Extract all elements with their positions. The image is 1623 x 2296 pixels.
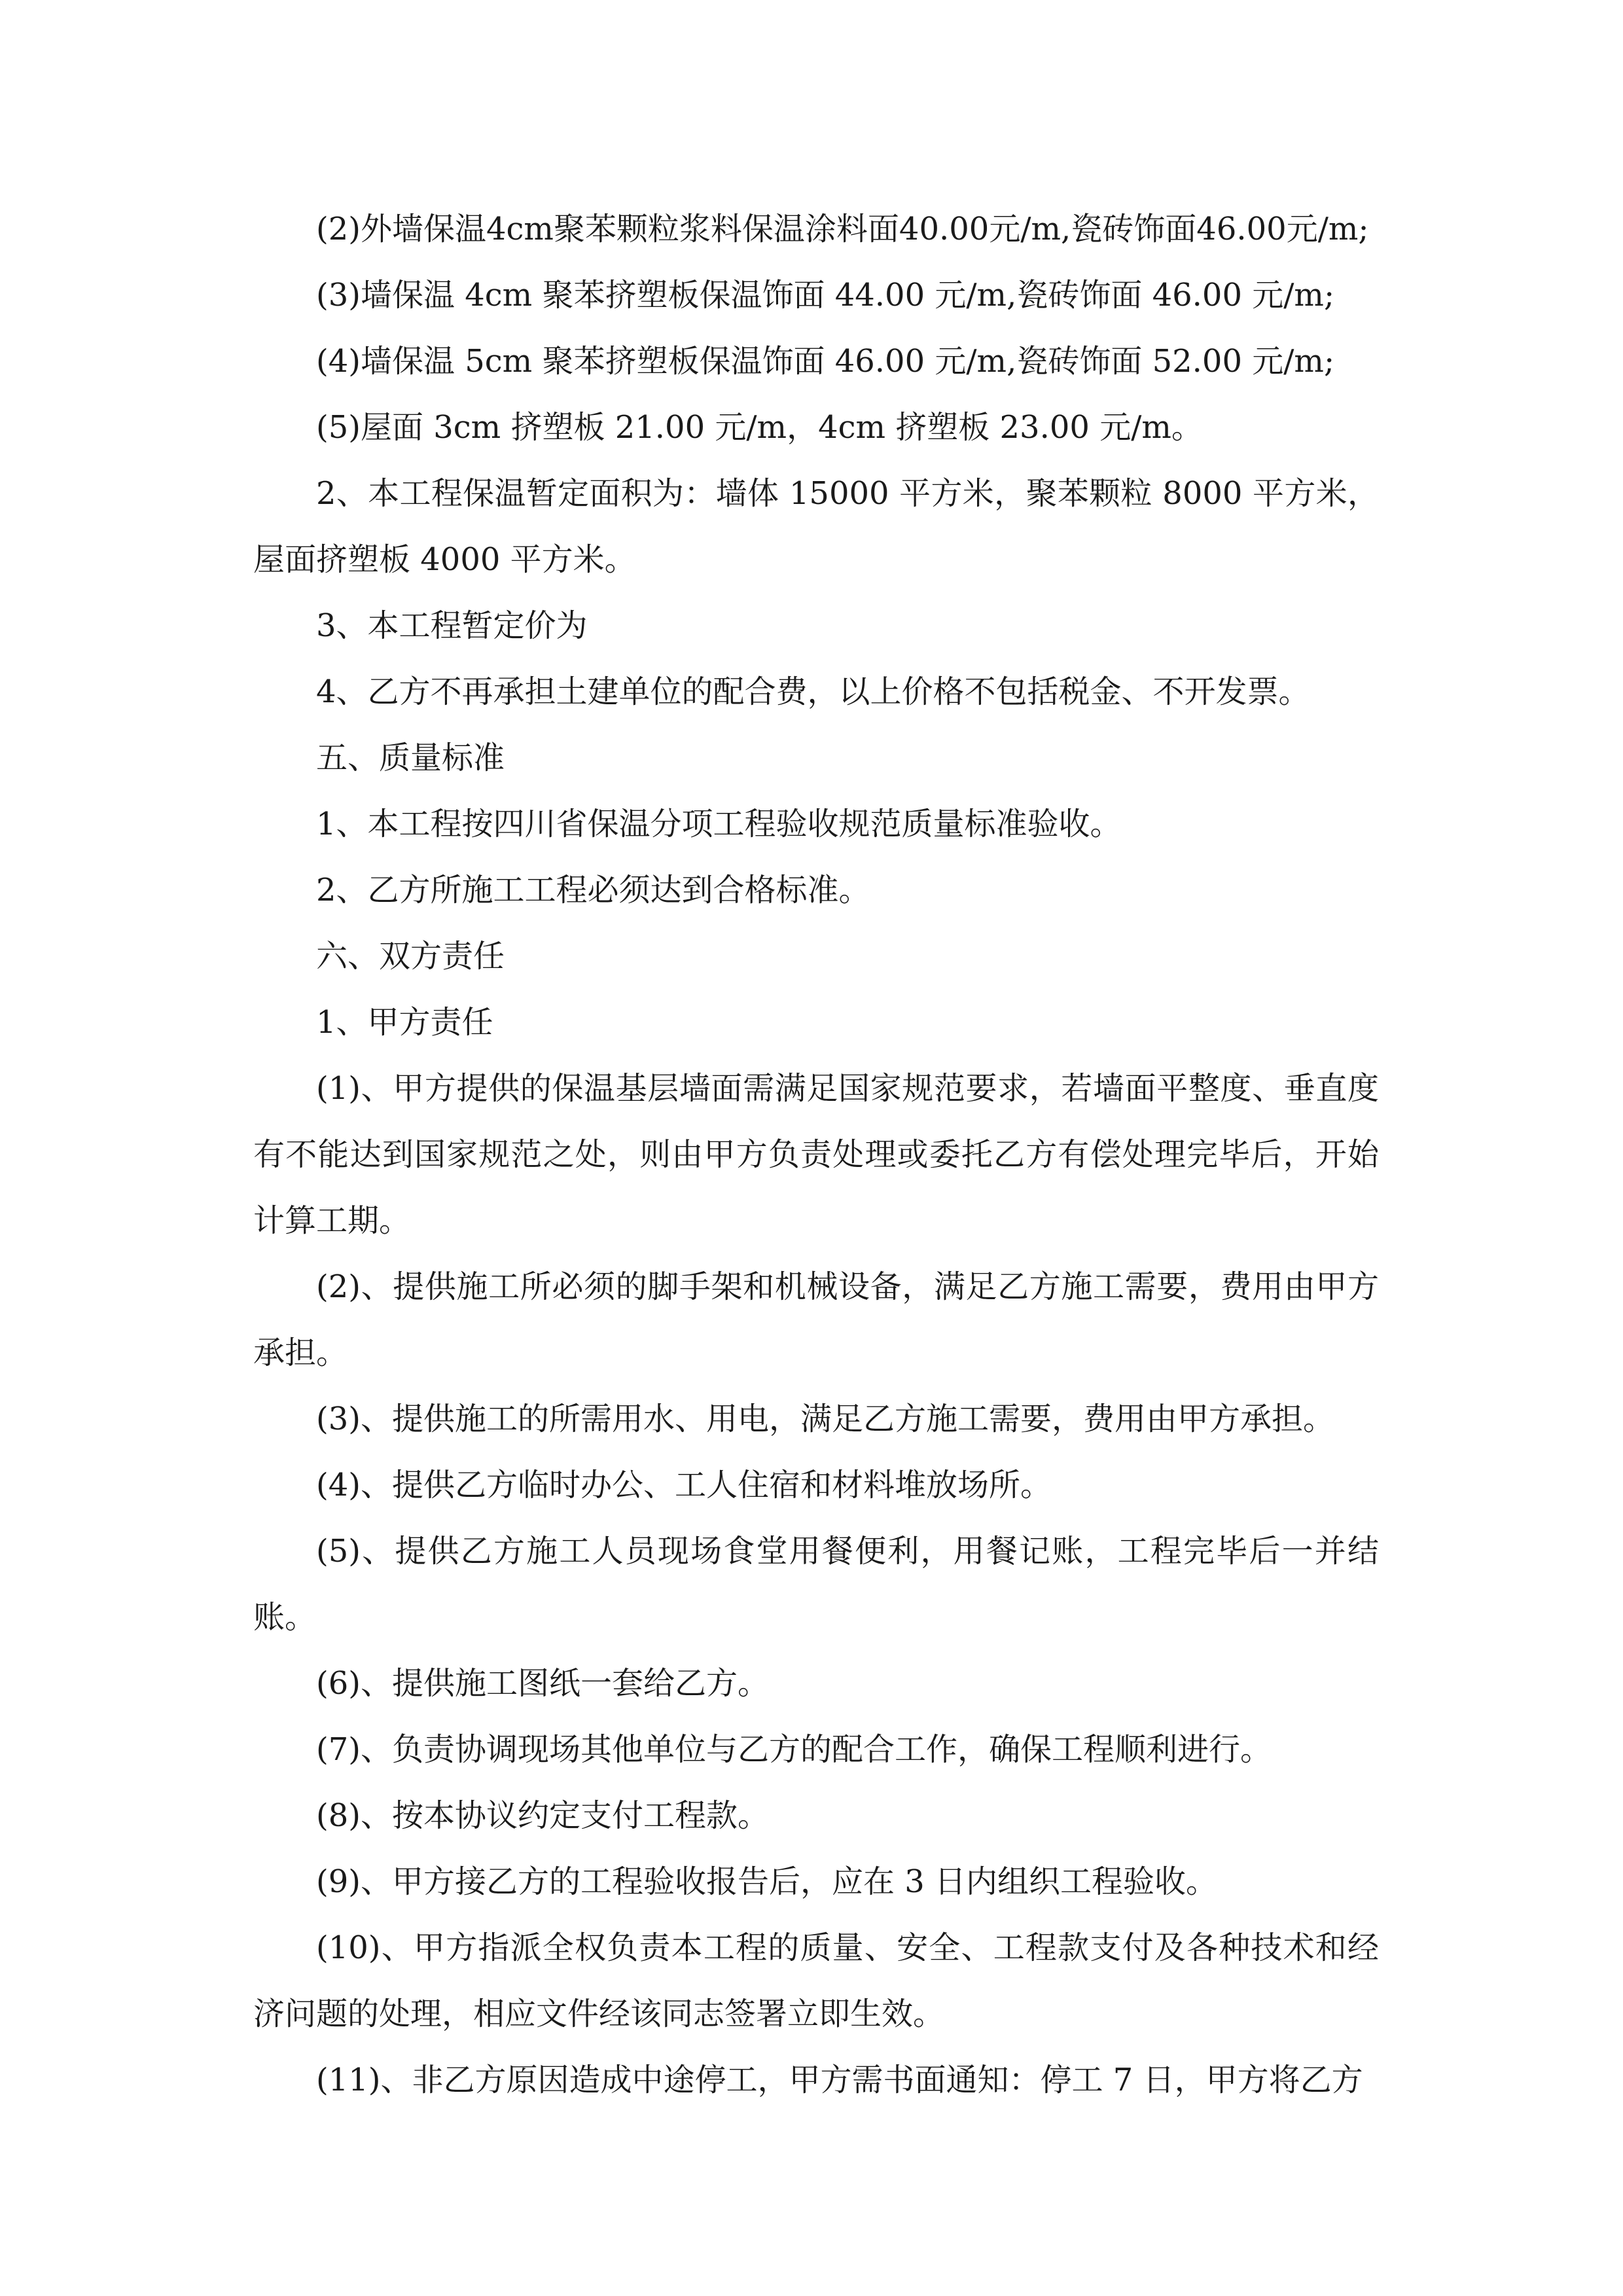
party-a-item-5: (5)、提供乙方施工人员现场食堂用餐便利，用餐记账，工程完毕后一并结账。 <box>253 1533 1379 1636</box>
price-item-2: (2)外墙保温4cm聚苯颗粒浆料保温涂料面40.00元/m,瓷砖饰面46.00元/m; <box>316 211 1369 247</box>
party-a-item-9: (9)、甲方接乙方的工程验收报告后，应在 3 日内组织工程验收。 <box>316 1863 1218 1900</box>
section-heading-responsibilities: 六、双方责任 <box>316 938 505 975</box>
price-item-5: (5)屋面 3cm 挤塑板 21.00 元/m，4cm 挤塑板 23.00 元/m。 <box>316 409 1203 446</box>
party-a-item-2: (2)、提供施工所必须的脚手架和机械设备，满足乙方施工需要，费用由甲方承担。 <box>253 1268 1379 1371</box>
party-a-item-10: (10)、甲方指派全权负责本工程的质量、安全、工程款支付及各种技术和经济问题的处理，相应文件经该同志签署立即生效。 <box>253 1929 1379 2032</box>
fee-clause: 4、乙方不再承担土建单位的配合费，以上价格不包括税金、不开发票。 <box>316 673 1310 710</box>
section-heading-quality: 五、质量标准 <box>316 740 505 776</box>
price-item-4: (4)墙保温 5cm 聚苯挤塑板保温饰面 46.00 元/m,瓷砖饰面 52.00 元/m; <box>316 343 1335 380</box>
party-a-item-6: (6)、提供施工图纸一套给乙方。 <box>316 1665 769 1702</box>
party-a-item-11: (11)、非乙方原因造成中途停工，甲方需书面通知：停工 7 日，甲方将乙方 <box>316 2062 1363 2098</box>
quality-clause-1: 1、本工程按四川省保温分项工程验收规范质量标准验收。 <box>316 806 1122 842</box>
party-a-item-1: (1)、甲方提供的保温基层墙面需满足国家规范要求，若墙面平整度、垂直度有不能达到国家规范之处，则由甲方负责处理或委托乙方有偿处理完毕后，开始计算工期。 <box>253 1070 1379 1239</box>
party-a-item-3: (3)、提供施工的所需用水、用电，满足乙方施工需要，费用由甲方承担。 <box>316 1401 1334 1437</box>
party-a-item-4: (4)、提供乙方临时办公、工人住宿和材料堆放场所。 <box>316 1467 1052 1503</box>
document-body <box>253 196 1379 2113</box>
price-item-3: (3)墙保温 4cm 聚苯挤塑板保温饰面 44.00 元/m,瓷砖饰面 46.00 元/m; <box>316 277 1335 314</box>
subheading-party-a: 1、甲方责任 <box>316 1004 493 1041</box>
party-a-item-7: (7)、负责协调现场其他单位与乙方的配合工作，确保工程顺利进行。 <box>316 1731 1272 1768</box>
party-a-item-8: (8)、按本协议约定支付工程款。 <box>316 1797 769 1834</box>
provisional-price-clause: 3、本工程暂定价为 <box>316 607 588 644</box>
quality-clause-2: 2、乙方所施工工程必须达到合格标准。 <box>316 872 870 908</box>
area-clause: 2、本工程保温暂定面积为：墙体 15000 平方米，聚苯颗粒 8000 平方米，屋面挤塑板 4000 平方米。 <box>253 475 1379 578</box>
